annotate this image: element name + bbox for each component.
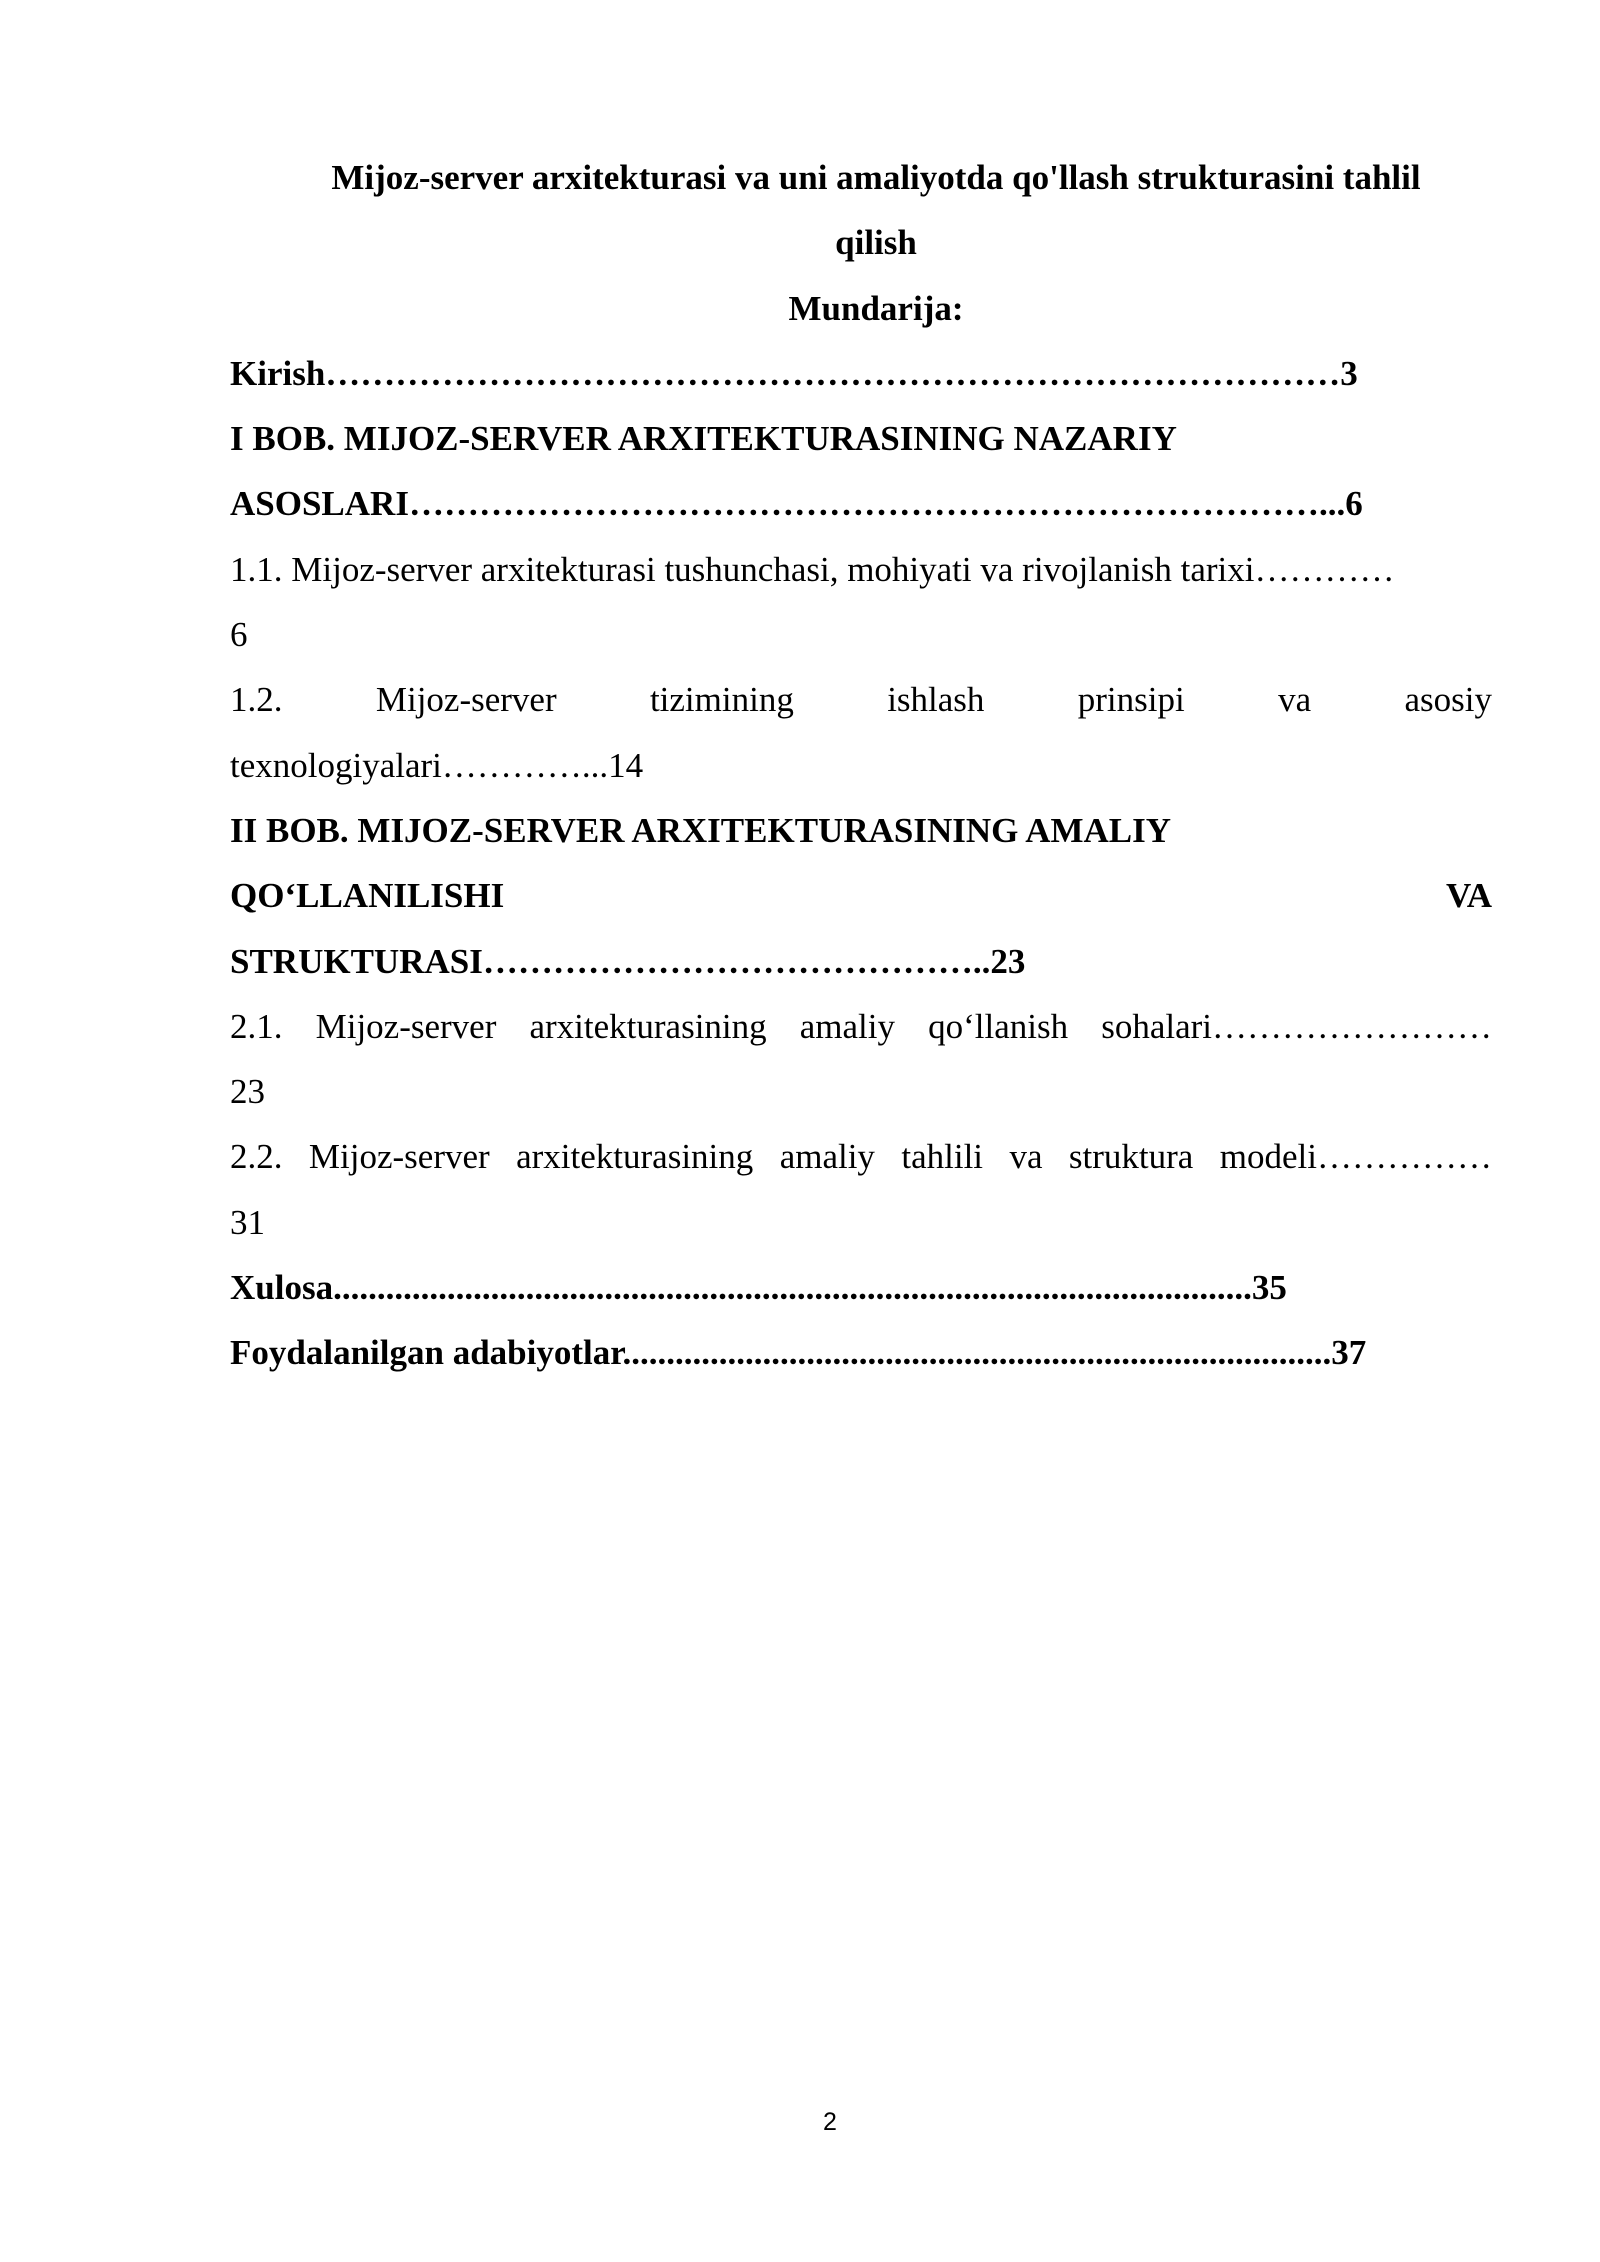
toc-entry-section-1-2-line-1 xyxy=(230,667,1492,732)
toc-word: 2.1. xyxy=(230,1006,283,1046)
toc-word: modeli…………… xyxy=(1219,1137,1492,1177)
toc-entry-chapter-1-line-2: ASOSLARI……………………………………………………………………...6 xyxy=(230,484,1363,524)
toc-entry-section-1-1-line-2: 6 xyxy=(230,615,248,655)
toc-word: prinsipi xyxy=(1077,680,1185,720)
toc-word: va xyxy=(1009,1137,1043,1177)
toc-entry-chapter-2-line-1: II BOB. MIJOZ-SERVER ARXITEKTURASINING AMALIY xyxy=(230,810,1172,850)
toc-entry-xulosa: Xulosa.........................................................................................................35 xyxy=(230,1268,1287,1308)
toc-entry-chapter-1-line-1: I BOB. MIJOZ-SERVER ARXITEKTURASINING NAZARIY xyxy=(230,419,1177,459)
toc-word: qo‘llanish xyxy=(928,1006,1069,1046)
toc-entry-kirish: Kirish……………………………………………………………………………3 xyxy=(230,353,1358,393)
toc-word: Mijoz-server xyxy=(308,1137,490,1177)
toc-word: Mijoz-server xyxy=(315,1006,497,1046)
toc-word: struktura xyxy=(1068,1137,1194,1177)
document-title xyxy=(230,145,1492,276)
toc-heading: Mundarija: xyxy=(788,288,964,328)
toc-entry-chapter-2-line-3: STRUKTURASI……………………………………..23 xyxy=(230,941,1026,981)
toc-word: asosiy xyxy=(1404,680,1492,720)
toc-word: va xyxy=(1278,680,1312,720)
document-content xyxy=(230,145,1492,1386)
toc-entry-chapter-2-line-2 xyxy=(230,863,1492,928)
toc-entry-adabiyotlar: Foydalanilgan adabiyotlar.................................................................................37 xyxy=(230,1333,1367,1373)
toc-entry-section-2-2-line-2: 31 xyxy=(230,1202,265,1242)
toc-word: amaliy xyxy=(799,1006,895,1046)
title-line-1: Mijoz-server arxitekturasi va uni amaliyotda qo'llash strukturasini tahlil xyxy=(331,158,1421,197)
toc-entry-section-1-1-line-1: 1.1. Mijoz-server arxitekturasi tushunchasi, mohiyati va rivojlanish tarixi………… xyxy=(230,549,1395,589)
page-number: 2 xyxy=(823,2108,837,2136)
toc-word: 1.2. xyxy=(230,680,283,720)
toc-word: tizimining xyxy=(649,680,794,720)
toc-entry-section-2-1-line-2: 23 xyxy=(230,1072,265,1112)
toc-word: arxitekturasining xyxy=(516,1137,754,1177)
toc-entry-section-2-2-line-1 xyxy=(230,1124,1492,1189)
toc-entry-section-2-1-line-1 xyxy=(230,994,1492,1059)
toc-word: ishlash xyxy=(887,680,985,720)
toc-word: sohalari…………………… xyxy=(1101,1006,1492,1046)
toc-word: Mijoz-server xyxy=(375,680,557,720)
toc-word: arxitekturasining xyxy=(529,1006,767,1046)
toc-entry-section-1-2-line-2: texnologiyalari…………...14 xyxy=(230,745,644,785)
title-line-2: qilish xyxy=(835,223,917,263)
toc-word: QO‘LLANILISHI xyxy=(230,876,505,916)
toc-word: amaliy xyxy=(779,1137,875,1177)
toc-word: VA xyxy=(1445,876,1492,916)
toc-word: 2.2. xyxy=(230,1137,283,1177)
toc-word: tahlili xyxy=(901,1137,984,1177)
